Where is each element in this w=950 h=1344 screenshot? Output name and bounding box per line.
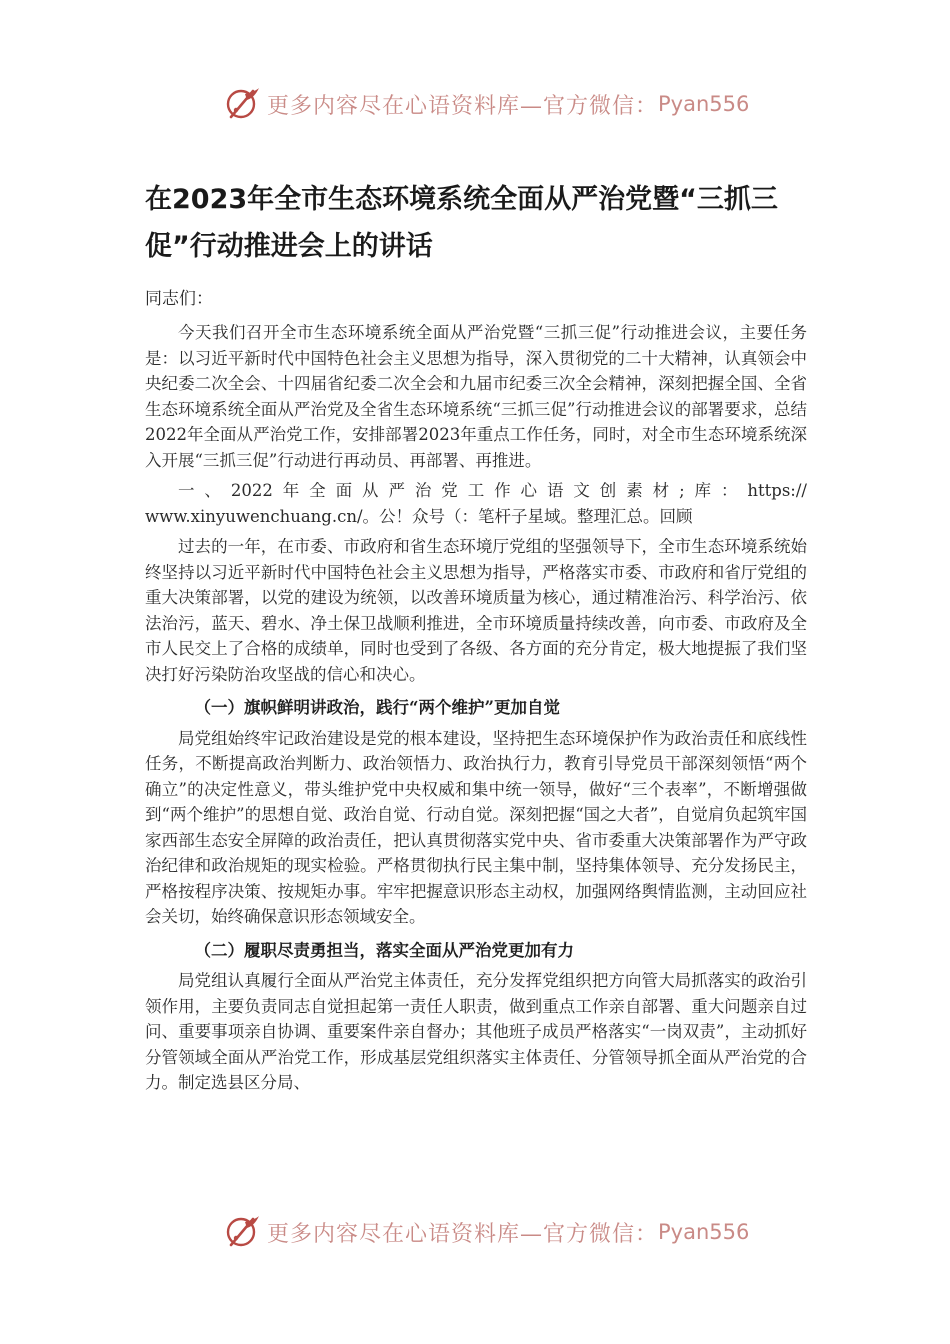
quill-logo-icon — [225, 1214, 261, 1250]
banner-wechat-id: Pyan556 — [658, 92, 750, 116]
subheading-1: （一）旗帜鲜明讲政治，践行“两个维护”更加自觉 — [194, 698, 560, 717]
banner-text: 更多内容尽在心语资料库—官方微信： — [267, 1221, 659, 1247]
header-watermark-banner — [225, 84, 749, 124]
salutation: 同志们： — [145, 289, 213, 309]
paragraph-review: 过去的一年，在市委、市政府和省生态环境厅党组的坚强领导下，全市生态环境系统始终坚持以习近平新时代中国特色社会主义思想为指导，严格落实市委、市政府和省厅党组的重大决策部署，以党的建设为统领，以改善环境质量为核心，通过精准治污、科学治污、依法治污，蓝天、碧水、净土保卫战顺利推进，全市环境质量持续改善，向市委、市政府及全市人民交上了合格的成绩单，同时也受到了各级、各方面的充分肯定，极大地提振了我们坚决打好污染防治攻坚战的信心和决心。 — [145, 537, 807, 684]
section-heading-1-line2: www.xinyuwenchuang.cn/。公！众号（：笔杆子星域。整理汇总。回顾 — [145, 506, 693, 526]
intro-paragraph: 今天我们召开全市生态环境系统全面从严治党暨“三抓三促”行动推进会议，主要任务是：以习近平新时代中国特色社会主义思想为指导，深入贯彻党的二十大精神，认真领会中央纪委二次全会、十四届省纪委二次全会和九届市纪委三次全会精神，深刻把握全国、全省生态环境系统全面从严治党及全省生态环境系统“三抓三促”行动推进会议的部署要求，总结2022年全面从严治党工作，安排部署2023年重点工作任务，同时，对全市生态环境系统深入开展“三抓三促”行动进行再动员、再部署、再推进。 — [145, 323, 807, 470]
document-body — [145, 176, 807, 1096]
banner-text: 更多内容尽在心语资料库—官方微信： — [267, 93, 659, 119]
banner-wechat-id: Pyan556 — [658, 1220, 750, 1244]
paragraph-responsibility: 局党组认真履行全面从严治党主体责任，充分发挥党组织把方向管大局抓落实的政治引领作用，主要负责同志自觉担起第一责任人职责，做到重点工作亲自部署、重大问题亲自过问、重要事项亲自协调、重要案件亲自督办；其他班子成员严格落实“一岗双责”，主动抓好分管领域全面从严治党工作，形成基层党组织落实主体责任、分管领导抓全面从严治党的合力。制定选县区分局、 — [145, 971, 807, 1092]
footer-watermark-banner — [225, 1212, 749, 1252]
subheading-2: （二）履职尽责勇担当，落实全面从严治党更加有力 — [194, 940, 574, 960]
document-title: 在2023年全市生态环境系统全面从严治党暨“三抓三促”行动推进会上的讲话 — [145, 184, 778, 262]
quill-logo-icon — [225, 86, 261, 122]
section-heading-1-line1: 一、2022年全面从严治党工作心语文创素材;库：https:// — [178, 481, 807, 500]
paragraph-political: 局党组始终牢记政治建设是党的根本建设，坚持把生态环境保护作为政治责任和底线性任务，不断提高政治判断力、政治领悟力、政治执行力，教育引导党员干部深刻领悟“两个确立”的决定性意义，带头维护党中央权威和集中统一领导，做好“三个表率”，不断增强做到“两个维护”的思想自觉、政治自觉、行动自觉。深刻把握“国之大者”，自觉肩负起筑牢国家西部生态安全屏障的政治责任，把认真贯彻落实党中央、省市委重大决策部署作为严守政治纪律和政治规矩的现实检验。严格贯彻执行民主集中制，坚持集体领导、充分发扬民主，严格按程序决策、按规矩办事。牢牢把握意识形态主动权，加强网络舆情监测，主动回应社会关切，始终确保意识形态领域安全。 — [145, 728, 807, 926]
